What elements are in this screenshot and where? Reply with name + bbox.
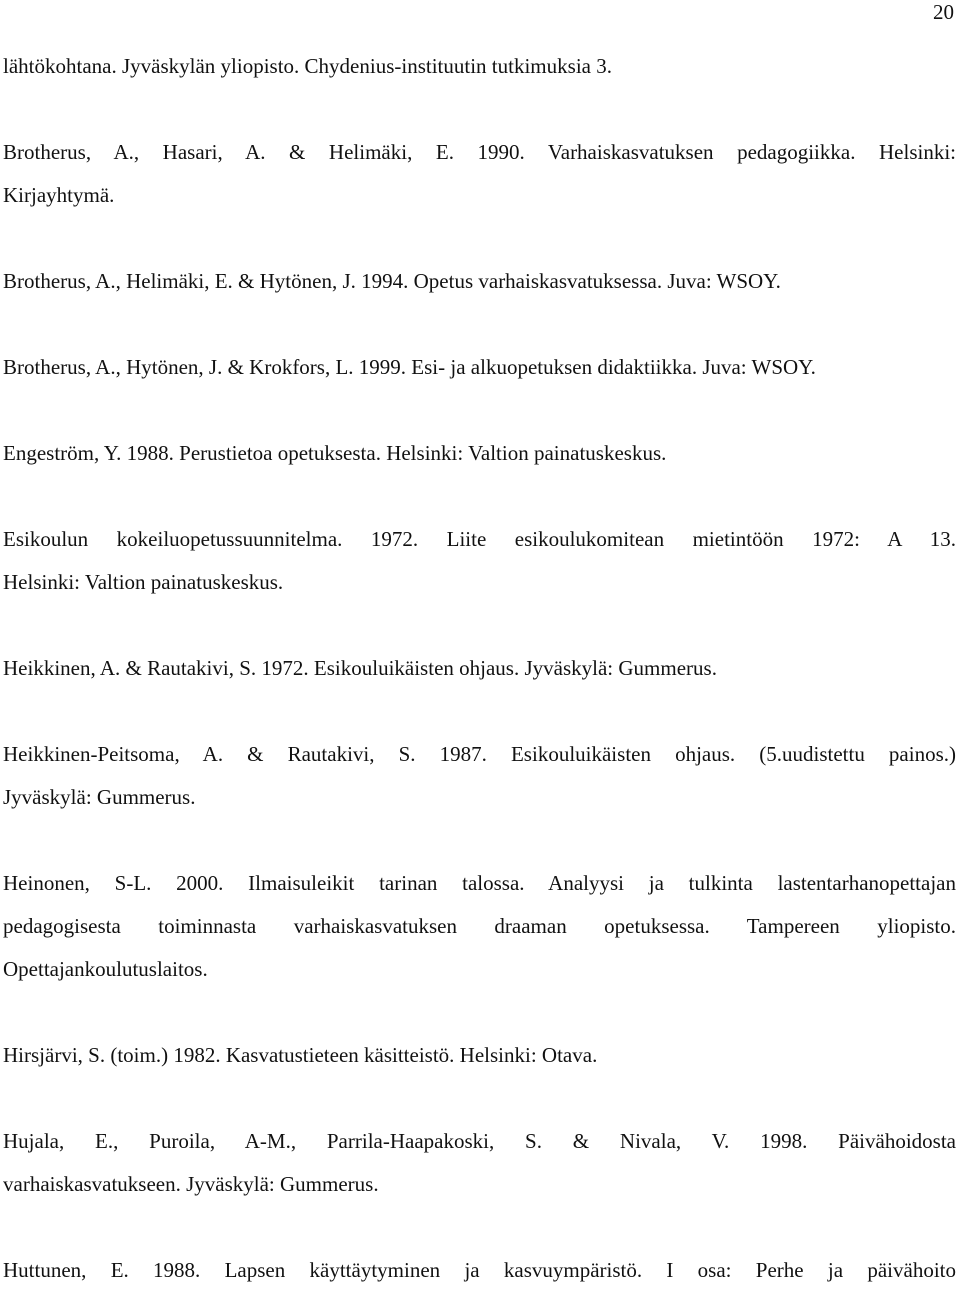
- reference-entry: [3, 1034, 956, 1077]
- reference-line: pedagogisesta toiminnasta varhaiskasvatuksen draaman opetuksessa. Tampereen yliopisto.: [3, 914, 956, 938]
- reference-line: Brotherus, A., Hytönen, J. & Krokfors, L. 1999. Esi- ja alkuopetuksen didaktiikka. Juva: WSOY.: [3, 355, 816, 379]
- reference-line: Helsinki: Valtion painatuskeskus.: [3, 570, 284, 594]
- reference-entry: [3, 733, 956, 819]
- reference-entry: [3, 862, 956, 991]
- page-number: 20: [933, 0, 954, 24]
- reference-line: Brotherus, A., Hasari, A. & Helimäki, E. 1990. Varhaiskasvatuksen pedagogiikka. Helsinki:: [3, 140, 956, 164]
- reference-line: Hirsjärvi, S. (toim.) 1982. Kasvatustieteen käsitteistö. Helsinki: Otava.: [3, 1043, 598, 1067]
- reference-line: Huttunen, E. 1988. Lapsen käyttäytyminen ja kasvuympäristö. I osa: Perhe ja päivähoito: [3, 1258, 956, 1282]
- reference-entry: [3, 1120, 956, 1206]
- reference-list: [3, 45, 956, 1292]
- reference-entry: [3, 346, 956, 389]
- reference-line: Kirjayhtymä.: [3, 183, 115, 207]
- reference-entry: [3, 1249, 956, 1292]
- reference-line: Heinonen, S-L. 2000. Ilmaisuleikit tarinan talossa. Analyysi ja tulkinta lastentarhanopettajan: [3, 871, 956, 895]
- reference-entry: [3, 432, 956, 475]
- reference-entry: [3, 260, 956, 303]
- reference-line: varhaiskasvatukseen. Jyväskylä: Gummerus.: [3, 1172, 379, 1196]
- reference-line: lähtökohtana. Jyväskylän yliopisto. Chydenius-instituutin tutkimuksia 3.: [3, 54, 612, 78]
- reference-line: Esikoulun kokeiluopetussuunnitelma. 1972. Liite esikoulukomitean mietintöön 1972: A 13.: [3, 527, 956, 551]
- reference-line: Heikkinen, A. & Rautakivi, S. 1972. Esikouluikäisten ohjaus. Jyväskylä: Gummerus.: [3, 656, 717, 680]
- reference-line: Hujala, E., Puroila, A-M., Parrila-Haapakoski, S. & Nivala, V. 1998. Päivähoidosta: [3, 1129, 956, 1153]
- reference-entry: [3, 647, 956, 690]
- reference-entry: [3, 518, 956, 604]
- reference-line: Opettajankoulutuslaitos.: [3, 957, 208, 981]
- reference-entry: [3, 45, 956, 88]
- reference-line: Brotherus, A., Helimäki, E. & Hytönen, J. 1994. Opetus varhaiskasvatuksessa. Juva: WSOY.: [3, 269, 781, 293]
- reference-line: Jyväskylä: Gummerus.: [3, 785, 196, 809]
- reference-line: Engeström, Y. 1988. Perustietoa opetuksesta. Helsinki: Valtion painatuskeskus.: [3, 441, 667, 465]
- reference-line: Heikkinen-Peitsoma, A. & Rautakivi, S. 1987. Esikouluikäisten ohjaus. (5.uudistettu painos.): [3, 742, 956, 766]
- reference-entry: [3, 131, 956, 217]
